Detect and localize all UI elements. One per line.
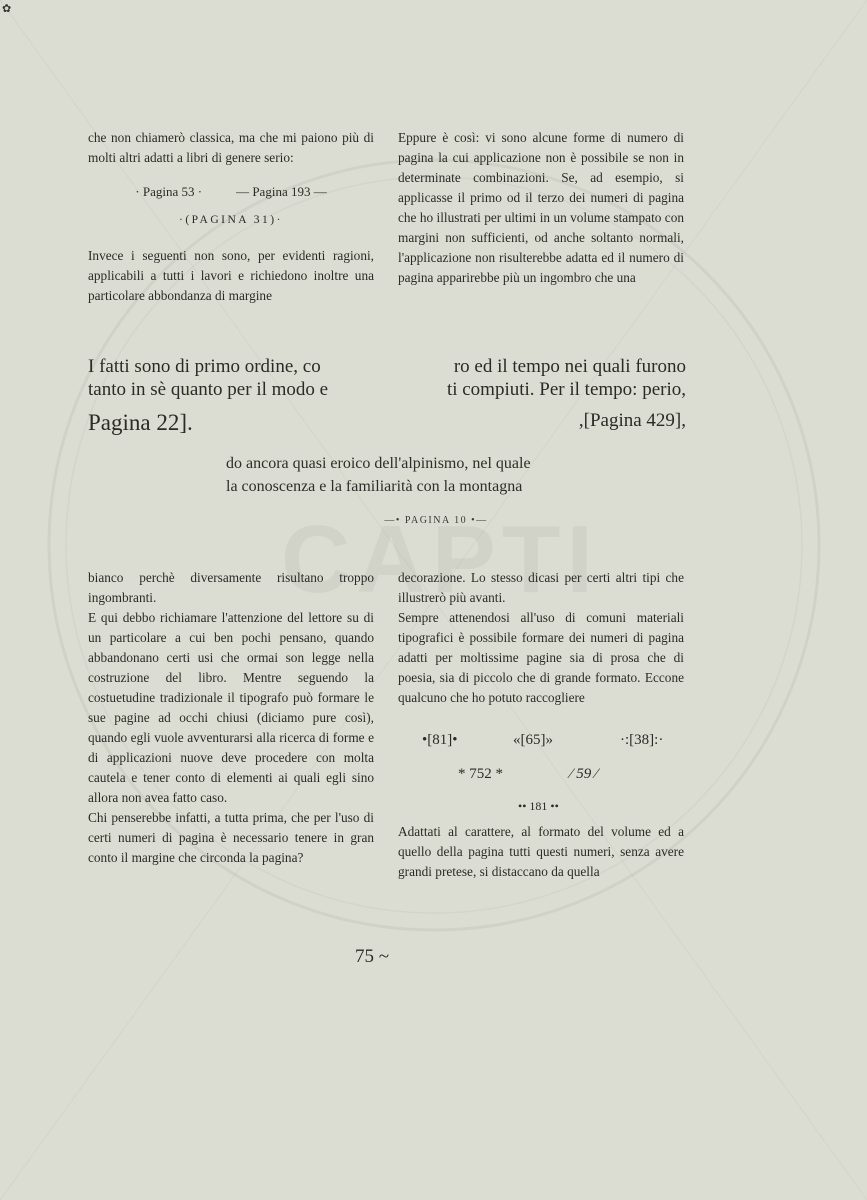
right-top-body: Eppure è così: vi sono alcune forme di numero di pagina la cui applicazione non è possibile se non in determinate combinazioni. Se, ad esempio, si applicasse il primo od il terzo dei numeri di pagina che ho illustrati per ultimi in un volume stampato con margini non sufficienti, od anche soltanto normali, l'applicazione non risulterebbe adatta ed il numero di pagina apparirebbe più un ingombro che una (398, 130, 684, 285)
example-center-line-1: do ancora quasi eroico dell'alpinismo, nel quale (226, 455, 531, 472)
right-bottom-paragraph-3: Adattati al carattere, al formato del volume ed a quello della pagina tutti questi numeri, senza avere grandi pretese, si distaccano da quella (398, 824, 684, 879)
sample-number-65: «[65]» (513, 732, 553, 748)
example-left-line-1: I fatti sono di primo ordine, co (88, 356, 321, 377)
left-top-body: Invece i seguenti non sono, per evidenti ragioni, applicabili a tutti i lavori e richiedono inoltre una particolare abbondanza di margine (88, 248, 374, 303)
example-right-line-2: ti compiuti. Per il tempo: perio, (446, 379, 686, 400)
sample-number-752: * 752 * (458, 766, 503, 782)
sample-page-193: — Pagina 193 — (236, 184, 327, 199)
example-center-page-number: —• PAGINA 10 •— (384, 515, 488, 526)
left-bottom-paragraph-2: E qui debbo richiamare l'attenzione del lettore su di un particolare a cui ben pochi pensano, quando abbandonano certi usi che ormai son legge nella costruzione del libro. Mentre seguendo la costuetudine tradizionale il tipografo può formare le sue pagine ad occhi chiusi (diciamo pure così), quando egli vuole avventurarsi alla ricerca di forme e di applicazioni nuove deve procedere con molta cautela e tener conto di elementi ai quali egli sino allora non avea fatto caso. (88, 610, 374, 805)
corner-ornament-icon: ✿ (2, 3, 12, 15)
example-right-line-1: ro ed il tempo nei quali furono (453, 356, 686, 377)
example-left (88, 355, 388, 434)
right-column-top (398, 128, 684, 288)
right-bottom-paragraph-2: Sempre attenendosi all'uso di comuni materiali tipografici è possibile formare dei numeri di pagina adatti per moltissime pagine sia di prosa che di poesia, sia di piccolo che di grande formato. Eccone qualcuno che ho potuto raccogliere (398, 610, 684, 705)
sample-page-31: ·(PAGINA 31)· (179, 214, 283, 226)
right-bottom-paragraph-1: decorazione. Lo stesso dicasi per certi altri tipi che illustrerò più avanti. (398, 570, 684, 605)
example-right-page-number: ,[Pagina 429], (578, 410, 686, 431)
example-center (226, 452, 646, 498)
sample-number-38: ·:[38]:· (620, 732, 664, 748)
left-bottom-paragraph-3: Chi penserebbe infatti, a tutta prima, che per l'uso di certi numeri di pagina è necessario tenere in gran conto il margine che circonda la pagina? (88, 810, 374, 865)
example-left-page-number: Pagina 22]. (88, 410, 193, 435)
left-column-top (88, 128, 374, 306)
example-left-line-2: tanto in sè quanto per il modo e (88, 379, 329, 400)
example-right (398, 355, 686, 432)
intro-paragraph: che non chiamerò classica, ma che mi paiono più di molti altri adatti a libri di genere serio: (88, 130, 374, 165)
page-number-examples (398, 730, 684, 822)
page-number-samples-row-2 (88, 210, 374, 230)
left-column-bottom (88, 568, 374, 868)
sample-number-59: ⁄ 59 ⁄ (570, 766, 598, 782)
page-folio: 75 ~ (355, 946, 390, 967)
left-bottom-paragraph-1: bianco perchè diversamente risultano troppo ingombranti. (88, 570, 374, 605)
page-number-samples-row-1 (88, 182, 374, 202)
sample-number-81: •[81]• (422, 732, 458, 748)
sample-number-181: •• 181 •• (518, 799, 559, 813)
sample-page-53: · Pagina 53 · (135, 184, 203, 199)
example-center-line-2: la conoscenza e la familiarità con la montagna (226, 478, 523, 495)
right-column-bottom (398, 568, 684, 882)
